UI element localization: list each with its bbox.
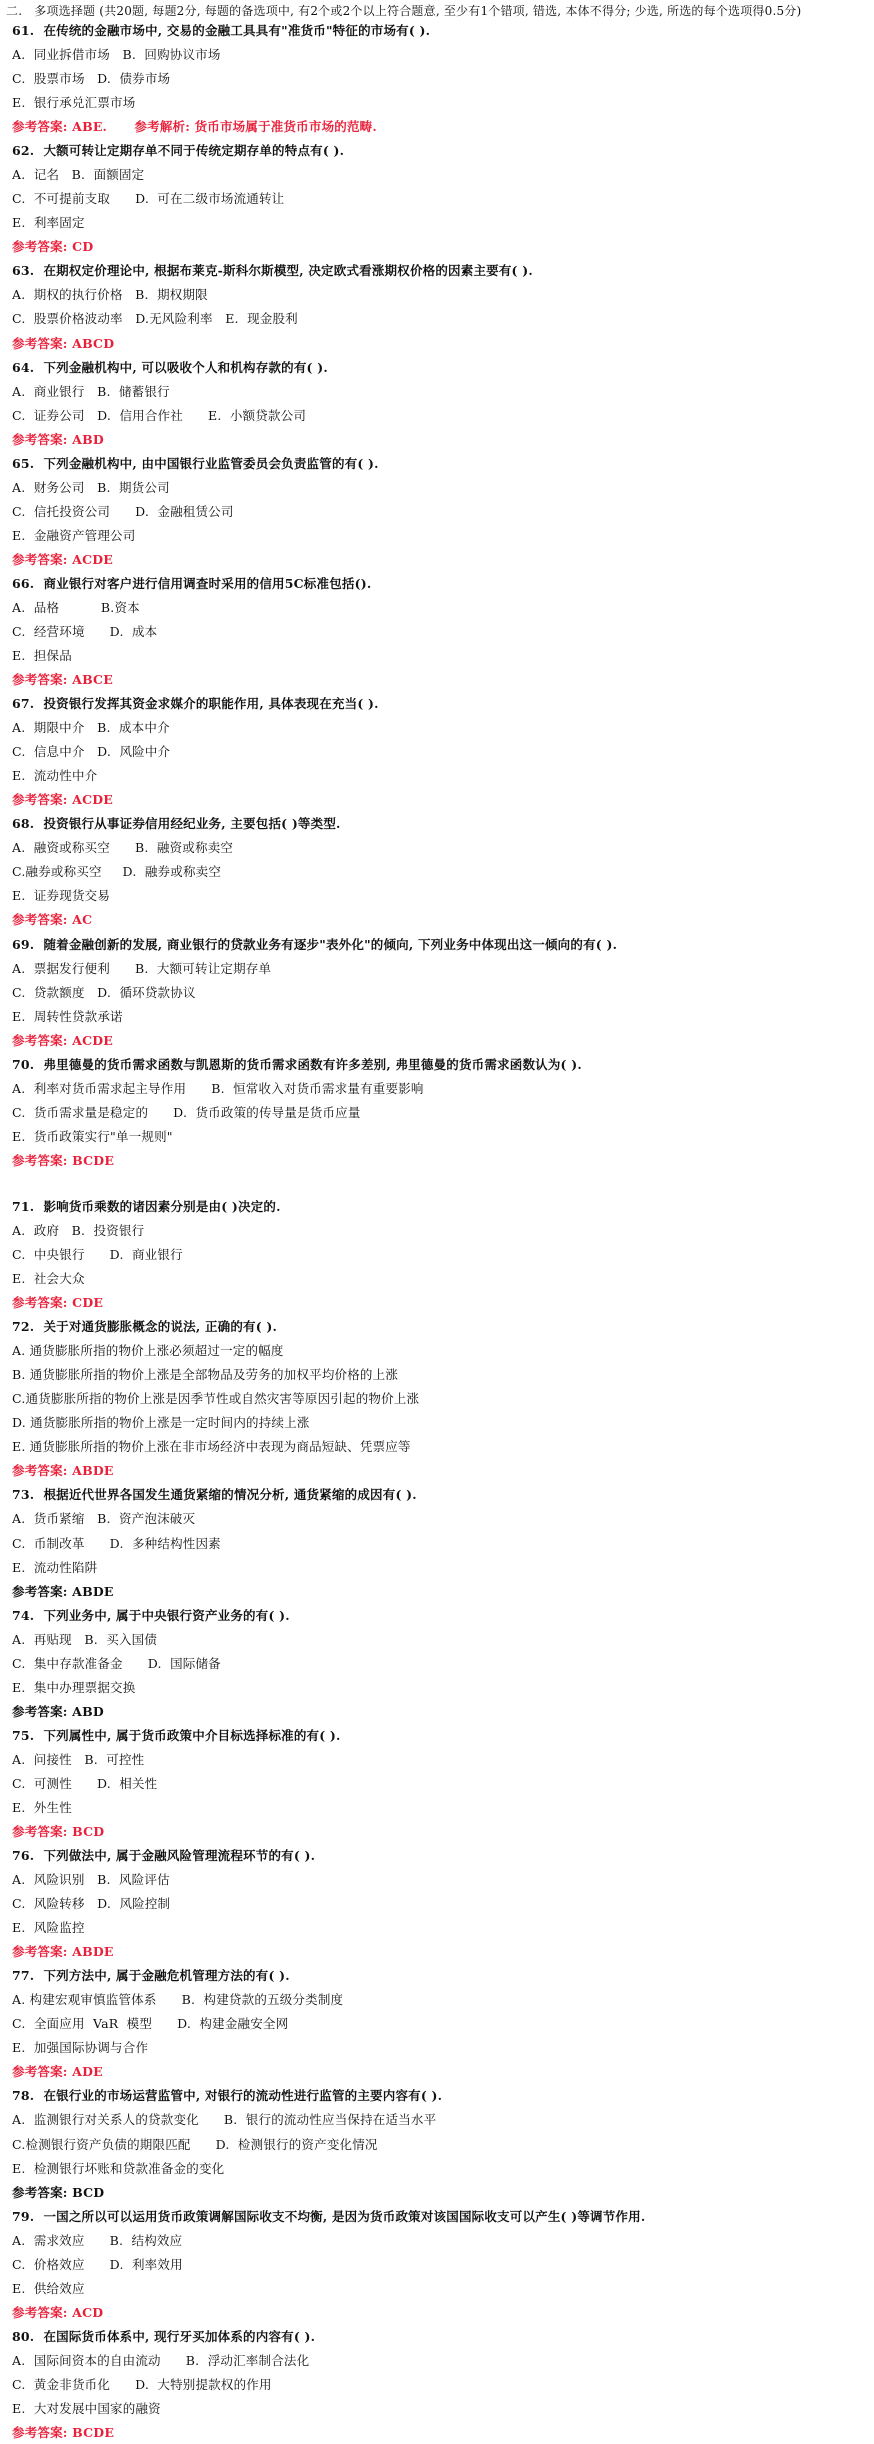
question-stem: 69. 随着金融创新的发展, 商业银行的贷款业务有逐步"表外化"的倾向, 下列业务中体现出这一倾向的有( ). [12,937,618,952]
reference-answer: 参考答案: CDE [12,1295,104,1310]
answer-option: C. 集中存款准备金 D. 国际储备 [12,1656,221,1671]
answer-option: C. 货币需求量是稳定的 D. 货币政策的传导量是货币应量 [12,1105,361,1120]
answer-option: E. 大对发展中国家的融资 [12,2401,161,2416]
reference-answer: 参考答案: BCDE [12,1153,115,1168]
answer-option: E. 周转性贷款承诺 [12,1009,123,1024]
question-stem: 61. 在传统的金融市场中, 交易的金融工具具有"准货币"特征的市场有( ). [12,23,431,38]
question-stem: 72. 关于对通货膨胀概念的说法, 正确的有( ). [12,1319,278,1334]
reference-answer: 参考答案: ABE. 参考解析: 货币市场属于准货币市场的范畴. [12,119,377,134]
answer-option: E. 通货膨胀所指的物价上涨在非市场经济中表现为商品短缺、凭票应等 [12,1439,411,1454]
reference-answer: 参考答案: ABCD [12,336,115,351]
question-stem: 64. 下列金融机构中, 可以吸收个人和机构存款的有( ). [12,360,328,375]
answer-option: A. 票据发行便利 B. 大额可转让定期存单 [12,961,272,976]
reference-answer: 参考答案: BCD [12,1824,105,1839]
answer-option: C. 信息中介 D. 风险中介 [12,744,171,759]
answer-option: E. 供给效应 [12,2281,85,2296]
answer-option: E. 金融资产管理公司 [12,528,136,543]
reference-answer: 参考答案: CD [12,239,94,254]
question-stem: 62. 大额可转让定期存单不同于传统定期存单的特点有( ). [12,143,345,158]
answer-option: C. 经营环境 D. 成本 [12,624,158,639]
answer-option: E. 社会大众 [12,1271,85,1286]
reference-answer: 参考答案: ACDE [12,552,113,567]
answer-option: A. 期权的执行价格 B. 期权期限 [12,287,208,302]
answer-option: A. 利率对货币需求起主导作用 B. 恒常收入对货币需求量有重要影响 [12,1081,424,1096]
reference-answer: 参考答案: AC [12,912,93,927]
reference-answer: 参考答案: BCDE [12,2425,115,2440]
answer-option: C. 股票市场 D. 债券市场 [12,71,171,86]
reference-answer: 参考答案: ABDE [12,1463,114,1478]
answer-option: D. 通货膨胀所指的物价上涨是一定时间内的持续上涨 [12,1415,310,1430]
answer-option: C. 黄金非货币化 D. 大特别提款权的作用 [12,2377,272,2392]
question-stem: 80. 在国际货币体系中, 现行牙买加体系的内容有( ). [12,2329,316,2344]
answer-option: E. 担保品 [12,648,72,663]
answer-option: C. 不可提前支取 D. 可在二级市场流通转让 [12,191,285,206]
answer-option: A. 记名 B. 面额固定 [12,167,145,182]
reference-answer: 参考答案: BCD [12,2185,105,2200]
reference-answer: 参考答案: ACDE [12,1033,113,1048]
answer-option: A. 需求效应 B. 结构效应 [12,2233,183,2248]
question-stem: 70. 弗里德曼的货币需求函数与凯恩斯的货币需求函数有许多差别, 弗里德曼的货币需求函数认为( ). [12,1057,582,1072]
answer-option: E. 流动性陷阱 [12,1560,98,1575]
question-stem: 75. 下列属性中, 属于货币政策中介目标选择标准的有( ). [12,1728,341,1743]
answer-option: C. 贷款额度 D. 循环贷款协议 [12,985,196,1000]
reference-answer: 参考答案: ABDE [12,1584,114,1599]
reference-answer: 参考答案: ABD [12,1704,104,1719]
answer-option: C. 币制改革 D. 多种结构性因素 [12,1536,221,1551]
answer-option: E. 货币政策实行"单一规则" [12,1129,173,1144]
answer-option: A. 构建宏观审慎监管体系 B. 构建贷款的五级分类制度 [12,1992,344,2007]
answer-option: C. 价格效应 D. 利率效用 [12,2257,183,2272]
answer-option: C.检测银行资产负债的期限匹配 D. 检测银行的资产变化情况 [12,2137,378,2152]
answer-option: C. 证券公司 D. 信用合作社 E. 小额贷款公司 [12,408,307,423]
question-stem: 71. 影响货币乘数的诸因素分别是由( )决定的. [12,1199,281,1214]
section-header: 二. 多项选择题 (共20题, 每题2分, 每题的备选项中, 有2个或2个以上符合题意, 至少有1个错项, 错选, 本体不得分; 少选, 所选的每个选项得0.5分) [6,4,802,18]
answer-option: A. 通货膨胀所指的物价上涨必须超过一定的幅度 [12,1343,284,1358]
reference-answer: 参考答案: ACD [12,2305,104,2320]
question-stem: 78. 在银行业的市场运营监管中, 对银行的流动性进行监管的主要内容有( ). [12,2088,443,2103]
answer-option: C.融券或称买空 D. 融券或称卖空 [12,864,222,879]
answer-option: A. 财务公司 B. 期货公司 [12,480,170,495]
reference-answer: 参考答案: ABD [12,432,104,447]
answer-option: E. 检测银行坏账和贷款准备金的变化 [12,2161,225,2176]
answer-option: C. 全面应用 VaR 模型 D. 构建金融安全网 [12,2016,289,2031]
answer-option: A. 期限中介 B. 成本中介 [12,720,170,735]
answer-option: C.通货膨胀所指的物价上涨是因季节性或自然灾害等原因引起的物价上涨 [12,1391,420,1406]
question-stem: 73. 根据近代世界各国发生通货紧缩的情况分析, 通货紧缩的成因有( ). [12,1487,417,1502]
answer-option: A. 风险识别 B. 风险评估 [12,1872,170,1887]
answer-option: B. 通货膨胀所指的物价上涨是全部物品及劳务的加权平均价格的上涨 [12,1367,399,1382]
answer-option: A. 融资或称买空 B. 融资或称卖空 [12,840,234,855]
answer-option: E. 外生性 [12,1800,72,1815]
question-stem: 77. 下列方法中, 属于金融危机管理方法的有( ). [12,1968,290,1983]
answer-option: C. 股票价格波动率 D.无风险利率 E. 现金股利 [12,311,298,326]
answer-option: C. 信托投资公司 D. 金融租赁公司 [12,504,234,519]
answer-option: A. 同业拆借市场 B. 回购协议市场 [12,47,221,62]
answer-option: E. 加强国际协调与合作 [12,2040,149,2055]
reference-answer: 参考答案: ABCE [12,672,113,687]
answer-option: E. 利率固定 [12,215,85,230]
answer-option: A. 问接性 B. 可控性 [12,1752,145,1767]
question-stem: 76. 下列做法中, 属于金融风险管理流程环节的有( ). [12,1848,316,1863]
reference-answer: 参考答案: ADE [12,2064,103,2079]
answer-option: A. 政府 B. 投资银行 [12,1223,145,1238]
answer-option: E. 集中办理票据交换 [12,1680,136,1695]
question-stem: 66. 商业银行对客户进行信用调查时采用的信用5C标准包括(). [12,576,372,591]
answer-option: C. 可测性 D. 相关性 [12,1776,158,1791]
question-stem: 63. 在期权定价理论中, 根据布莱克-斯科尔斯模型, 决定欧式看涨期权价格的因素主要有( ). [12,263,533,278]
answer-option: E. 银行承兑汇票市场 [12,95,136,110]
reference-answer: 参考答案: ABDE [12,1944,114,1959]
answer-option: A. 国际间资本的自由流动 B. 浮动汇率制合法化 [12,2353,310,2368]
question-stem: 67. 投资银行发挥其资金求媒介的职能作用, 具体表现在充当( ). [12,696,379,711]
answer-option: E. 风险监控 [12,1920,85,1935]
answer-option: C. 风险转移 D. 风险控制 [12,1896,171,1911]
question-stem: 65. 下列金融机构中, 由中国银行业监管委员会负责监管的有( ). [12,456,379,471]
question-stem: 68. 投资银行从事证券信用经纪业务, 主要包括( )等类型. [12,816,341,831]
answer-option: A. 再贴现 B. 买入国债 [12,1632,158,1647]
question-stem: 79. 一国之所以可以运用货币政策调解国际收支不均衡, 是因为货币政策对该国国际收支可以产生( )等调节作用. [12,2209,646,2224]
answer-option: E. 流动性中介 [12,768,98,783]
answer-option: C. 中央银行 D. 商业银行 [12,1247,183,1262]
answer-option: A. 监测银行对关系人的贷款变化 B. 银行的流动性应当保持在适当水平 [12,2112,437,2127]
answer-option: A. 品格 B.资本 [12,600,140,615]
answer-option: A. 货币紧缩 B. 资产泡沫破灭 [12,1511,196,1526]
question-stem: 74. 下列业务中, 属于中央银行资产业务的有( ). [12,1608,290,1623]
answer-option: E. 证券现货交易 [12,888,111,903]
reference-answer: 参考答案: ACDE [12,792,113,807]
answer-option: A. 商业银行 B. 储蓄银行 [12,384,170,399]
